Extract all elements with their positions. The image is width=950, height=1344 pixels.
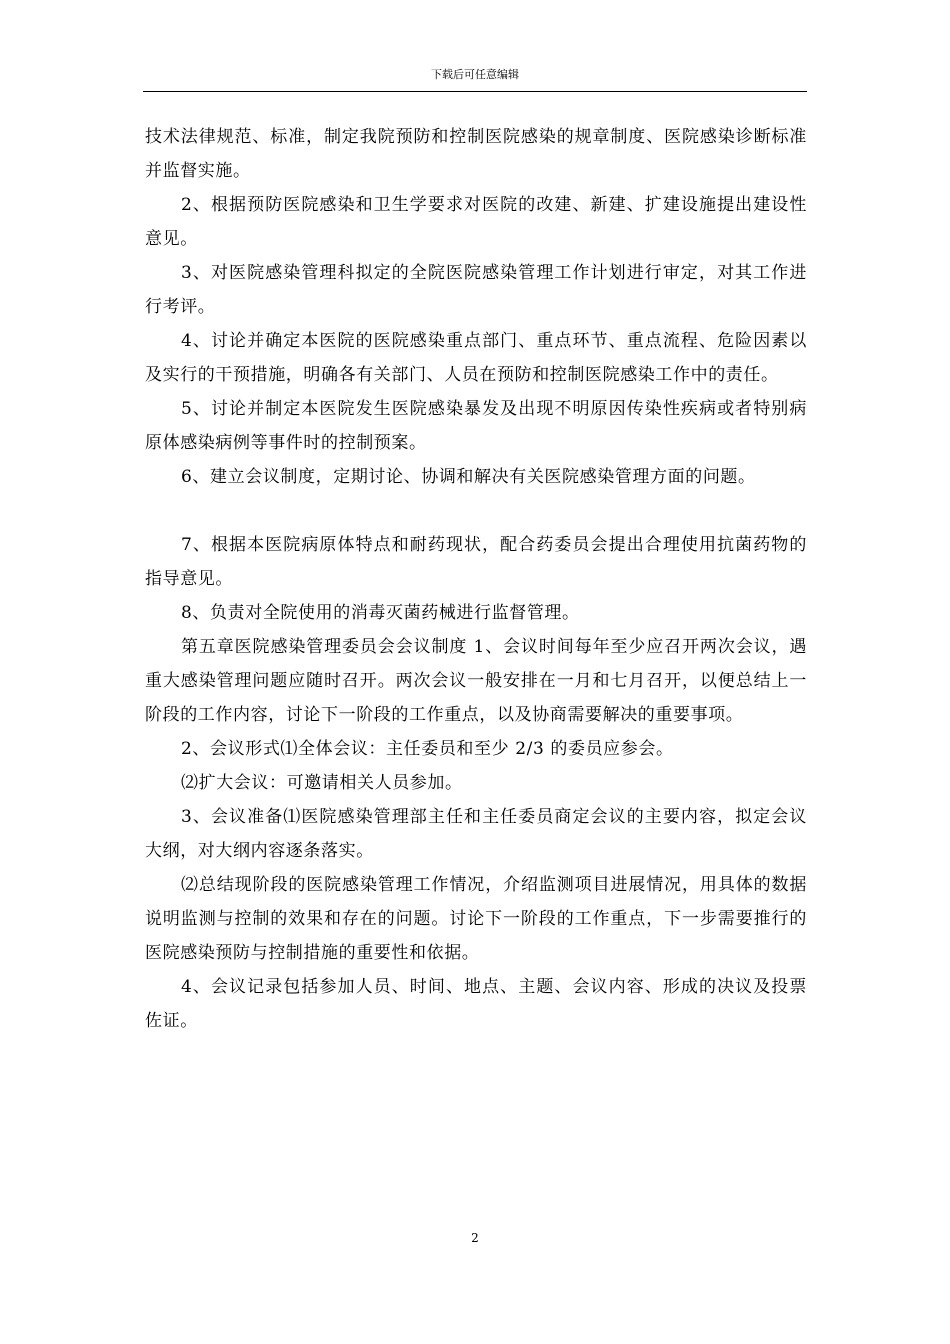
paragraph: 8、负责对全院使用的消毒灭菌药械进行监督管理。 bbox=[181, 603, 580, 623]
paragraph: ⑵总结现阶段的医院感染管理工作情况，介绍监测项目进展情况，用具体的数据说明监测与控制的效果和存在的问题。讨论下一阶段的工作重点，下一步需要推行的医院感染预防与控制措施的重要性和依据。 bbox=[145, 875, 807, 963]
paragraph: ⑵扩大会议：可邀请相关人员参加。 bbox=[181, 773, 463, 793]
paragraph: 3、会议准备⑴医院感染管理部主任和主任委员商定会议的主要内容，拟定会议大纲，对大纲内容逐条落实。 bbox=[145, 807, 807, 861]
paragraph: 3、对医院感染管理科拟定的全院医院感染管理工作计划进行审定，对其工作进行考评。 bbox=[145, 263, 807, 317]
paragraph: 4、会议记录包括参加人员、时间、地点、主题、会议内容、形成的决议及投票佐证。 bbox=[145, 977, 807, 1031]
document-body bbox=[145, 120, 807, 1038]
paragraph: 第五章医院感染管理委员会会议制度 1、会议时间每年至少应召开两次会议，遇重大感染管理问题应随时召开。两次会议一般安排在一月和七月召开，以便总结上一阶段的工作内容，讨论下一阶段的工作重点，以及协商需要解决的重要事项。 bbox=[145, 637, 807, 725]
paragraph: 6、建立会议制度，定期讨论、协调和解决有关医院感染管理方面的问题。 bbox=[181, 467, 756, 487]
paragraph: 7、根据本医院病原体特点和耐药现状，配合药委员会提出合理使用抗菌药物的指导意见。 bbox=[145, 535, 807, 589]
header-divider bbox=[143, 91, 807, 92]
paragraph: 2、会议形式⑴全体会议：主任委员和至少 2/3 的委员应参会。 bbox=[181, 739, 674, 759]
paragraph: 2、根据预防医院感染和卫生学要求对医院的改建、新建、扩建设施提出建设性意见。 bbox=[145, 195, 807, 249]
paragraph: 技术法律规范、标准，制定我院预防和控制医院感染的规章制度、医院感染诊断标准并监督实施。 bbox=[145, 127, 807, 181]
page-header: 下载后可任意编辑 bbox=[431, 68, 519, 81]
paragraph: 5、讨论并制定本医院发生医院感染暴发及出现不明原因传染性疾病或者特别病原体感染病例等事件时的控制预案。 bbox=[145, 399, 807, 453]
page-number: 2 bbox=[471, 1231, 479, 1245]
paragraph: 4、讨论并确定本医院的医院感染重点部门、重点环节、重点流程、危险因素以及实行的干预措施，明确各有关部门、人员在预防和控制医院感染工作中的责任。 bbox=[145, 331, 807, 385]
